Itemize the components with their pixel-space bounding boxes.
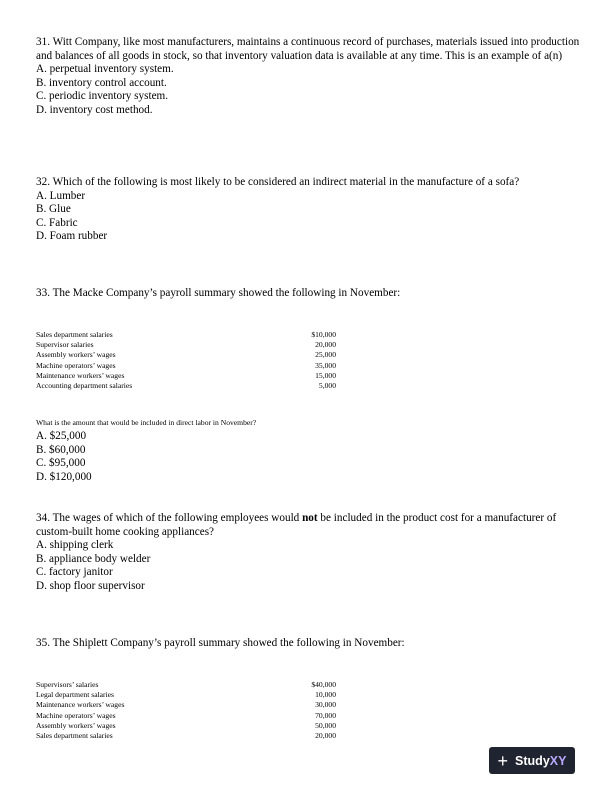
row-value: 35,000 <box>315 360 336 370</box>
option-d: D. inventory cost method. <box>36 103 153 116</box>
option-a: A. $25,000 <box>36 430 87 442</box>
row-label: Legal department salaries <box>36 690 115 700</box>
table-row <box>36 731 336 741</box>
question-32 <box>36 176 581 244</box>
table-row <box>36 721 336 731</box>
row-value: 20,000 <box>315 340 336 350</box>
question-stem <box>36 512 581 539</box>
table-row <box>36 690 336 700</box>
row-label: Supervisors’ salaries <box>36 680 99 689</box>
question-33 <box>36 287 581 301</box>
payroll-table-macke <box>36 330 336 391</box>
row-label: Maintenance workers’ wages <box>36 370 125 380</box>
stem-text: 34. The wages of which of the following employees would <box>36 512 303 524</box>
option-a: A. shipping clerk <box>36 539 114 552</box>
question-prompt: What is the amount that would be included in direct labor in November? <box>36 418 257 427</box>
table-row <box>36 361 336 371</box>
row-value: 10,000 <box>315 690 336 700</box>
row-label: Accounting department salaries <box>36 381 133 391</box>
question-35 <box>36 637 581 651</box>
question-34 <box>36 512 581 594</box>
table-row <box>36 711 336 721</box>
option-c: C. $95,000 <box>36 457 86 470</box>
table-row <box>36 700 336 710</box>
option-d: D. Foam rubber <box>36 230 108 243</box>
row-value: 15,000 <box>315 370 336 380</box>
stem-text: be included in the product cost for a manufacturer of custom-built home cooking appliances? <box>36 512 557 538</box>
option-a: A. perpetual inventory system. <box>36 63 174 76</box>
plus-icon: + <box>497 750 509 771</box>
table-row <box>36 371 336 381</box>
brand-logo <box>515 754 566 768</box>
option-b: B. appliance body welder <box>36 552 151 565</box>
row-label: Machine operators’ wages <box>36 360 116 370</box>
table-row <box>36 680 336 690</box>
row-label: Maintenance workers’ wages <box>36 700 125 710</box>
brand-main: Study <box>515 753 550 768</box>
row-label: Sales department salaries <box>36 330 113 339</box>
question-stem: 32. Which of the following is most likely to be considered an indirect material in the manufacture of a sofa? <box>36 176 520 188</box>
question-33-options <box>36 430 581 484</box>
payroll-table-shiplett <box>36 680 336 741</box>
row-value: 70,000 <box>315 710 336 720</box>
option-d: D. $120,000 <box>36 470 92 483</box>
option-b: B. Glue <box>36 203 71 216</box>
row-label: Machine operators’ wages <box>36 710 116 720</box>
question-31 <box>36 36 581 118</box>
option-c: C. Fabric <box>36 216 78 229</box>
question-stem: 35. The Shiplett Company’s payroll summary showed the following in November: <box>36 637 405 649</box>
option-a: A. Lumber <box>36 189 86 202</box>
table-row <box>36 330 336 340</box>
table-row <box>36 381 336 391</box>
studyxy-badge[interactable] <box>489 747 575 774</box>
row-label: Sales department salaries <box>36 731 113 741</box>
brand-accent: XY <box>549 753 567 768</box>
option-b: B. $60,000 <box>36 443 86 456</box>
option-d: D. shop floor supervisor <box>36 579 145 592</box>
question-stem: 33. The Macke Company’s payroll summary showed the following in November: <box>36 287 401 299</box>
question-stem: 31. Witt Company, like most manufacturers, maintains a continuous record of purchases, materials issued into production and balances of all goods in stock, so that inventory valuation data is available at any time. This is an example of a(n) <box>36 36 580 62</box>
table-row <box>36 350 336 360</box>
option-c: C. periodic inventory system. <box>36 90 169 103</box>
row-value: $40,000 <box>311 680 336 689</box>
row-value: 50,000 <box>315 720 336 730</box>
option-b: B. inventory control account. <box>36 76 167 89</box>
row-value: 5,000 <box>318 381 336 391</box>
row-label: Assembly workers’ wages <box>36 720 116 730</box>
stem-emphasis: not <box>302 512 318 524</box>
row-value: 20,000 <box>315 731 336 741</box>
row-label: Assembly workers’ wages <box>36 350 116 360</box>
row-label: Supervisor salaries <box>36 340 94 350</box>
row-value: 30,000 <box>315 700 336 710</box>
option-c: C. factory janitor <box>36 566 113 579</box>
row-value: $10,000 <box>311 330 336 339</box>
table-row <box>36 340 336 350</box>
row-value: 25,000 <box>315 350 336 360</box>
